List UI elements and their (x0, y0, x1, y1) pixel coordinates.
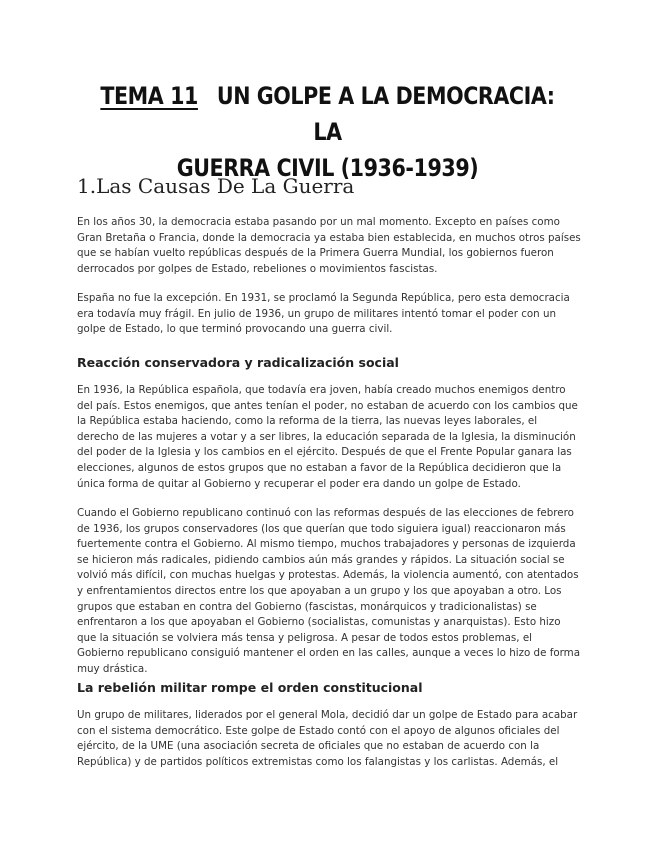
paragraph-military-coup: Un grupo de militares, liderados por el general Mola, decidió dar un golpe de Estado para acabar con el sistema democrático. Este golpe de Estado contó con el apoyo de algunos oficiales del ejército, de la UME (una asociación secreta de oficiales que no estaban de acuerdo con la República) y de partidos políticos extremistas como los falangistas y los carlistas. Además, el (77, 709, 578, 768)
subheading-conservative-reaction: Reacción conservadora y radicalización social (77, 355, 399, 370)
paragraph-democracy-crisis: En los años 30, la democracia estaba pasando por un mal momento. Excepto en países como Gran Bretaña o Francia, donde la democracia ya estaba bien establecida, en muchos otros países que se habían vuelto repúblicas después de la Primera Guerra Mundial, los gobiernos fueron derrocados por golpes de Estado, rebeliones o movimientos fascistas. (77, 216, 581, 275)
paragraph-social-radicalization: Cuando el Gobierno republicano continuó con las reformas después de las elecciones de febrero de 1936, los grupos conservadores (los que querían que todo siguiera igual) reaccionaron más fuertemente contra el Gobierno. Al mismo tiempo, muchos trabajadores y personas de izquierda se hicieron más radicales, pidiendo cambios aún más grandes y rápidos. La situación social se volvió más difícil, con muchas huelgas y protestas. Además, la violencia aumentó, con atentados y enfrentamientos directos entre los que apoyaban a un grupo y los que apoyaban a otro. Los grupos que estaban en contra del Gobierno (fascistas, monárquicos y tradicionalistas) se enfrentaron a los que apoyaban el Gobierno (socialistas, comunistas y anarquistas). Esto hizo que la situación se volviera más tensa y peligrosa. A pesar de todos estos problemas, el Gobierno republicano consiguió mantener el orden en las calles, aunque a veces lo hizo de forma muy drástica. (77, 507, 581, 675)
paragraph-spain-republic: España no fue la excepción. En 1931, se proclamó la Segunda República, pero esta democracia era todavía muy frágil. En julio de 1936, un grupo de militares intentó tomar el poder con un golpe de Estado, lo que terminó provocando una guerra civil. (77, 292, 570, 336)
document-title (97, 78, 557, 186)
section-heading-causes: 1.Las Causas De La Guerra (77, 174, 355, 198)
title-line-2: GUERRA CIVIL (1936-1939) (176, 154, 479, 182)
title-line-1 (97, 78, 557, 150)
title-topic-number: TEMA 11 (100, 82, 198, 110)
paragraph-republic-enemies: En 1936, la República española, que todavía era joven, había creado muchos enemigos dentro del país. Estos enemigos, que antes tenían el poder, no estaban de acuerdo con los cambios que la República estaba haciendo, como la reforma de la tierra, las nuevas leyes laborales, el derecho de las mujeres a votar y a ser libres, la educación separada de la Iglesia, la disminución del poder de la Iglesia y los cambios en el ejército. Después de que el Frente Popular ganara las elecciones, algunos de estos grupos que no estaban a favor de la República decidieron que la única forma de quitar al Gobierno y recuperar el poder era dando un golpe de Estado. (77, 384, 578, 490)
title-line-1-text: UN GOLPE A LA DEMOCRACIA: LA (216, 82, 555, 146)
subheading-military-rebellion: La rebelión militar rompe el orden constitucional (77, 680, 423, 695)
